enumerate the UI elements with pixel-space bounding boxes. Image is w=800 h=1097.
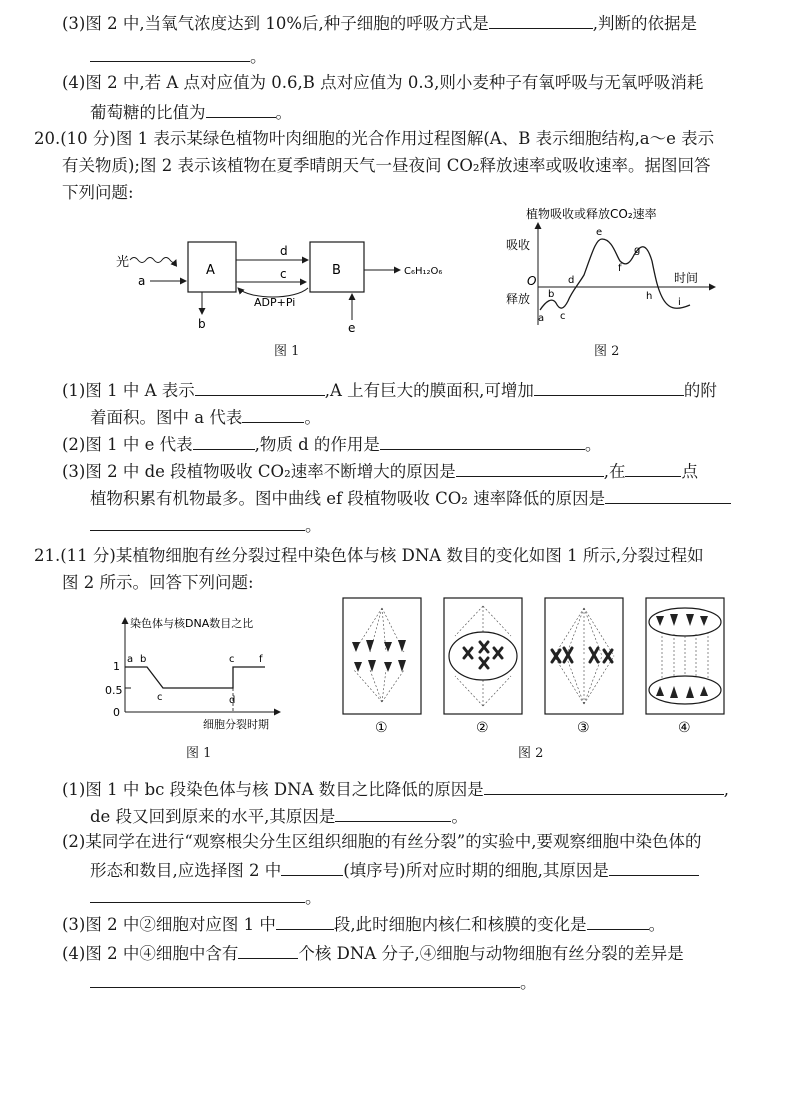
q21-fig1-caption: 图 1 <box>186 746 212 761</box>
point-e-label: e <box>596 227 603 238</box>
fig1-e-label: e <box>348 321 356 335</box>
q20-part3-line3: 。 <box>90 513 322 537</box>
q20-part3-line2: 植物积累有机物最多。图中曲线 ef 段植物吸收 CO₂ 速率降低的原因是 <box>90 486 731 510</box>
point-f-label: f <box>618 263 622 274</box>
q21-part4-line1: (4)图 2 中④细胞中含有 个核 DNA 分子,④细胞与动物细胞有丝分裂的差异是 <box>62 941 684 965</box>
absorb-label: 吸收 <box>506 238 531 252</box>
cell-4 <box>646 598 724 714</box>
q20-part3-line1: (3)图 2 中 de 段植物吸收 CO₂速率不断增大的原因是 ,在 点 <box>62 459 698 483</box>
point-c2: c <box>229 654 235 665</box>
q20-part1-line2: 着面积。图中 a 代表 。 <box>90 405 321 429</box>
answer-blank[interactable] <box>276 912 334 930</box>
q21-part2-line1: (2)某同学在进行“观察根尖分生区组织细胞的有丝分裂”的实验中,要观察细胞中染色体的 <box>62 832 702 851</box>
q21-stem-line1: 21.(11 分)某植物细胞有丝分裂过程中染色体与核 DNA 数目的变化如图 1 所示,分裂过程如 <box>34 546 704 565</box>
answer-blank[interactable] <box>206 100 276 118</box>
point-d-label: d <box>568 275 575 286</box>
co2-rate-curve <box>540 239 690 310</box>
answer-blank[interactable] <box>90 513 305 531</box>
q20-part1-line1: (1)图 1 中 A 表示 ,A 上有巨大的膜面积,可增加 的附 <box>62 378 717 402</box>
q21-stem-line2: 图 2 所示。回答下列问题: <box>62 573 254 592</box>
fig1-d-label: d <box>280 244 288 258</box>
fig1-product-label: C₆H₁₂O₆ <box>404 266 443 277</box>
cell-label-1: ① <box>375 720 388 736</box>
q21-part1-line1: (1)图 1 中 bc 段染色体与核 DNA 数目之比降低的原因是 , <box>62 777 729 801</box>
time-label: 时间 <box>674 271 699 285</box>
fig1-light-label: 光 <box>116 255 130 270</box>
q19-part3-line1: (3)图 2 中,当氧气浓度达到 10%后,种子细胞的呼吸方式是 ,判断的依据是 <box>62 11 697 35</box>
fig1-b-label: b <box>198 317 206 331</box>
point-a: a <box>127 654 134 665</box>
q20-stem-line3: 下列问题: <box>62 183 134 202</box>
ylabel: 染色体与核DNA数目之比 <box>130 617 254 630</box>
answer-blank[interactable] <box>90 885 305 903</box>
point-b-label: b <box>548 289 555 300</box>
release-label: 释放 <box>506 292 531 306</box>
point-d: d <box>229 695 236 706</box>
tick-1: 1 <box>113 660 120 673</box>
answer-blank[interactable] <box>587 912 649 930</box>
q19-part4-line2: 葡萄糖的比值为 。 <box>90 100 292 124</box>
q21-part3: (3)图 2 中②细胞对应图 1 中 段,此时细胞内核仁和核膜的变化是 。 <box>62 912 665 936</box>
answer-blank[interactable] <box>605 486 731 504</box>
cell-label-3: ③ <box>577 720 590 736</box>
q21-part2-line2: 形态和数目,应选择图 2 中 (填序号)所对应时期的细胞,其原因是 <box>90 858 699 882</box>
cell-3 <box>545 598 623 714</box>
answer-blank[interactable] <box>625 459 681 477</box>
point-a-label: a <box>538 313 545 324</box>
q20-stem-line1: 20.(10 分)图 1 表示某绿色植物叶肉细胞的光合作用过程图解(A、B 表示细胞结构,a～e 表示 <box>34 129 715 148</box>
q21-fig2-mitosis-cells <box>340 596 730 736</box>
cell-label-4: ④ <box>678 720 691 736</box>
answer-blank[interactable] <box>90 44 250 62</box>
answer-blank[interactable] <box>484 777 724 795</box>
q21-fig2-caption: 图 2 <box>518 746 544 761</box>
point-f: f <box>259 654 263 665</box>
answer-blank[interactable] <box>489 11 593 29</box>
q20-fig1-caption: 图 1 <box>274 344 300 359</box>
answer-blank[interactable] <box>193 432 255 450</box>
q21-part1-line2: de 段又回到原来的水平,其原因是 。 <box>90 804 468 828</box>
point-h-label: h <box>646 291 653 302</box>
cell-2 <box>444 598 522 714</box>
answer-blank[interactable] <box>238 941 298 959</box>
q21-fig1-ratio-chart <box>105 608 305 733</box>
q20-fig1-photosynthesis-diagram <box>110 230 470 335</box>
q20-part2: (2)图 1 中 e 代表 ,物质 d 的作用是 。 <box>62 432 601 456</box>
tick-0.5: 0.5 <box>105 684 123 697</box>
answer-blank[interactable] <box>456 459 604 477</box>
q21-part4-line2: 。 <box>90 970 537 994</box>
answer-blank[interactable] <box>380 432 585 450</box>
answer-blank[interactable] <box>90 970 520 988</box>
fig1-c-label: c <box>280 267 287 281</box>
fig2-title: 植物吸收或释放CO₂速率 <box>526 207 657 221</box>
fig1-A-label: A <box>206 263 215 278</box>
q19-part4-line1: (4)图 2 中,若 A 点对应值为 0.6,B 点对应值为 0.3,则小麦种子有氧呼吸与无氧呼吸消耗 <box>62 73 704 92</box>
point-c: c <box>157 692 163 703</box>
origin-label: O <box>527 274 537 288</box>
answer-blank[interactable] <box>335 804 451 822</box>
q21-part2-line3: 。 <box>90 885 322 909</box>
cell-1 <box>343 598 421 714</box>
point-i-label: i <box>678 297 681 308</box>
fig1-a-label: a <box>138 274 146 288</box>
point-c-label: c <box>560 311 566 322</box>
answer-blank[interactable] <box>195 378 325 396</box>
point-b: b <box>140 654 147 665</box>
answer-blank[interactable] <box>281 858 343 876</box>
answer-blank[interactable] <box>534 378 684 396</box>
q20-fig2-co2-curve <box>500 205 720 330</box>
q19-part3-line2: 。 <box>90 44 267 68</box>
xlabel: 细胞分裂时期 <box>203 718 269 731</box>
ratio-line <box>125 667 265 688</box>
fig1-adp-label: ADP+Pi <box>254 296 296 309</box>
q20-fig2-caption: 图 2 <box>594 344 620 359</box>
answer-blank[interactable] <box>242 405 304 423</box>
point-g-label: g <box>634 245 641 256</box>
light-wave-arrow <box>130 258 176 263</box>
cell-label-2: ② <box>476 720 489 736</box>
fig1-B-label: B <box>332 263 341 278</box>
tick-0: 0 <box>113 706 120 719</box>
answer-blank[interactable] <box>609 858 699 876</box>
q20-stem-line2: 有关物质);图 2 表示该植物在夏季晴朗天气一昼夜间 CO₂释放速率或吸收速率。据图回答 <box>62 156 711 175</box>
